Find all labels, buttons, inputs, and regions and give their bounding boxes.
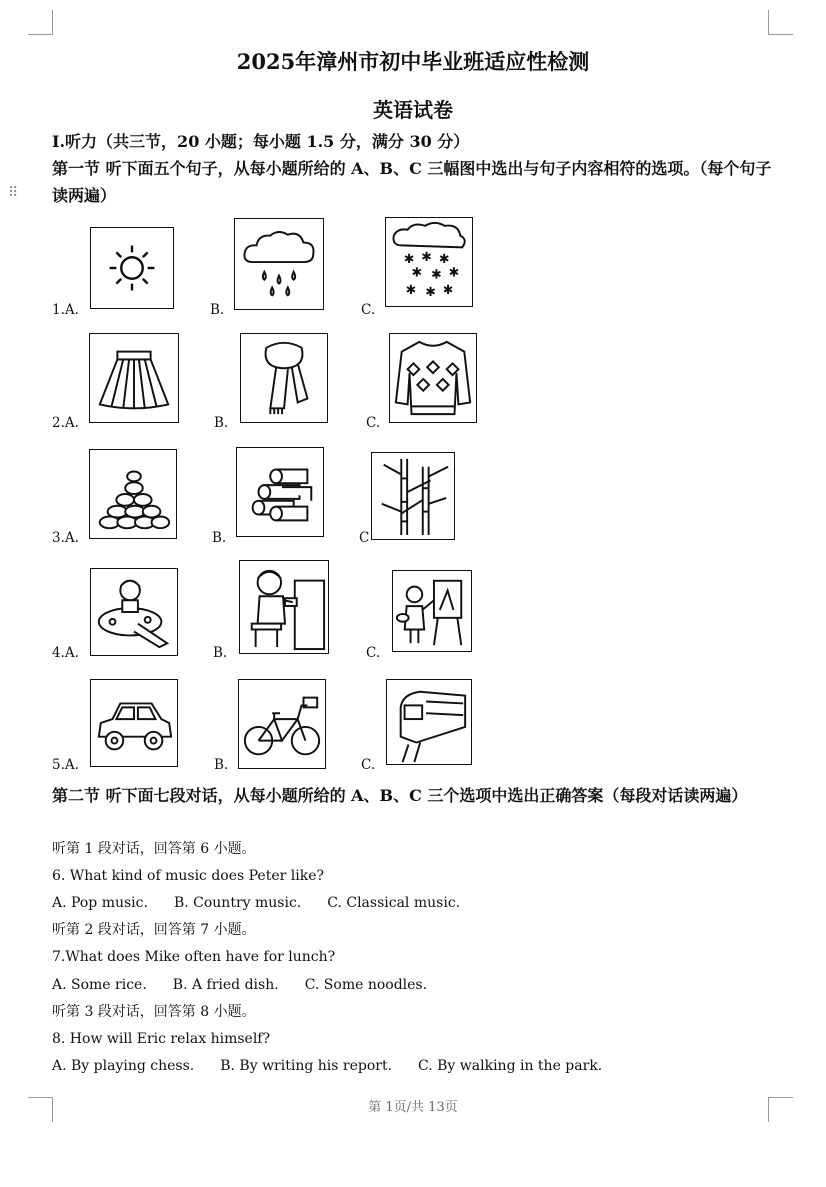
dialog1-instruction: 听第 1 段对话，回答第 6 小题。 bbox=[52, 841, 256, 857]
page-title: 2025年漳州市初中毕业班适应性检测 bbox=[236, 49, 590, 74]
section2-instructions: 第二节 听下面七段对话，从每小题所给的 A、B、C 三个选项中选出正确答案（每段对话读两遍） bbox=[52, 786, 748, 805]
q8-question: 8. How will Eric relax himself? bbox=[52, 1031, 270, 1047]
bamboo-icon bbox=[371, 452, 455, 540]
sweater-icon bbox=[389, 333, 477, 423]
bicycle-icon bbox=[238, 679, 326, 769]
q6-option-b[interactable]: B. Country music. bbox=[173, 895, 302, 911]
page-subtitle: 英语试卷 bbox=[373, 98, 453, 122]
dialog3-instruction: 听第 3 段对话，回答第 8 小题。 bbox=[52, 1004, 256, 1020]
q3-label-b: B. bbox=[212, 530, 227, 546]
corner-mark-top-right bbox=[768, 10, 793, 35]
q5-label-b: B. bbox=[214, 757, 229, 773]
q7-option-c[interactable]: C. Some noodles. bbox=[304, 977, 428, 993]
boy-piano-icon bbox=[239, 560, 329, 654]
q7-option-b[interactable]: B. A fried dish. bbox=[172, 977, 279, 993]
q1-label-a: 1.A. bbox=[52, 302, 79, 318]
sun-icon bbox=[90, 227, 174, 309]
svg-text:✱: ✱ bbox=[405, 282, 417, 298]
svg-text:✱: ✱ bbox=[411, 264, 423, 280]
q6-options bbox=[52, 894, 486, 912]
q4-label-c: C. bbox=[366, 645, 381, 661]
svg-text:✱: ✱ bbox=[425, 284, 436, 300]
q2-label-b: B. bbox=[214, 415, 229, 431]
child-painting-icon bbox=[392, 570, 472, 652]
q6-option-a[interactable]: A. Pop music. bbox=[52, 895, 148, 911]
q6-option-c[interactable]: C. Classical music. bbox=[327, 895, 461, 911]
rocks-icon bbox=[89, 449, 177, 539]
q7-options bbox=[52, 976, 453, 994]
part1-heading: Ⅰ.听力（共三节，20 小题；每小题 1.5 分，满分 30 分） bbox=[52, 132, 470, 151]
pilot-plane-icon bbox=[90, 568, 178, 656]
section1-instructions: 第一节 听下面五个句子，从每小题所给的 A、B、C 三幅图中选出与句子内容相符的选项。（每个句子读两遍） bbox=[52, 159, 772, 205]
snow-cloud-icon bbox=[385, 217, 473, 307]
q5-label-c: C. bbox=[361, 757, 376, 773]
skirt-icon bbox=[89, 333, 179, 423]
q4-label-b: B. bbox=[213, 645, 228, 661]
q1-label-b: B. bbox=[210, 302, 225, 318]
rain-cloud-icon bbox=[234, 218, 324, 310]
corner-mark-top-left bbox=[28, 10, 53, 35]
q3-label-c: C bbox=[359, 530, 370, 546]
q8-option-b[interactable]: B. By writing his report. bbox=[220, 1058, 393, 1074]
svg-text:✱: ✱ bbox=[403, 250, 415, 266]
q1-label-c: C. bbox=[361, 302, 376, 318]
q2-label-c: C. bbox=[366, 415, 381, 431]
q2-label-a: 2.A. bbox=[52, 415, 79, 431]
drag-handle-icon[interactable]: ⠿ bbox=[8, 185, 18, 201]
q6-question: 6. What kind of music does Peter like? bbox=[52, 868, 325, 884]
car-icon bbox=[90, 679, 178, 767]
svg-text:✱: ✱ bbox=[442, 282, 454, 298]
q7-option-a[interactable]: A. Some rice. bbox=[52, 977, 147, 993]
q4-label-a: 4.A. bbox=[52, 645, 79, 661]
page-footer: 第 1页/共 13页 bbox=[368, 1100, 458, 1115]
svg-text:✱: ✱ bbox=[438, 250, 450, 266]
q7-question: 7.What does Mike often have for lunch? bbox=[52, 949, 336, 965]
q8-option-a[interactable]: A. By playing chess. bbox=[52, 1058, 195, 1074]
svg-text:✱: ✱ bbox=[421, 249, 432, 265]
q3-label-a: 3.A. bbox=[52, 530, 79, 546]
scarf-icon bbox=[240, 333, 328, 423]
q5-label-a: 5.A. bbox=[52, 757, 79, 773]
dialog2-instruction: 听第 2 段对话，回答第 7 小题。 bbox=[52, 922, 256, 938]
svg-text:✱: ✱ bbox=[430, 266, 442, 282]
q8-option-c[interactable]: C. By walking in the park. bbox=[418, 1058, 603, 1074]
train-icon bbox=[386, 679, 472, 765]
svg-text:✱: ✱ bbox=[448, 264, 460, 280]
logs-icon bbox=[236, 447, 324, 537]
q8-options bbox=[52, 1057, 628, 1075]
